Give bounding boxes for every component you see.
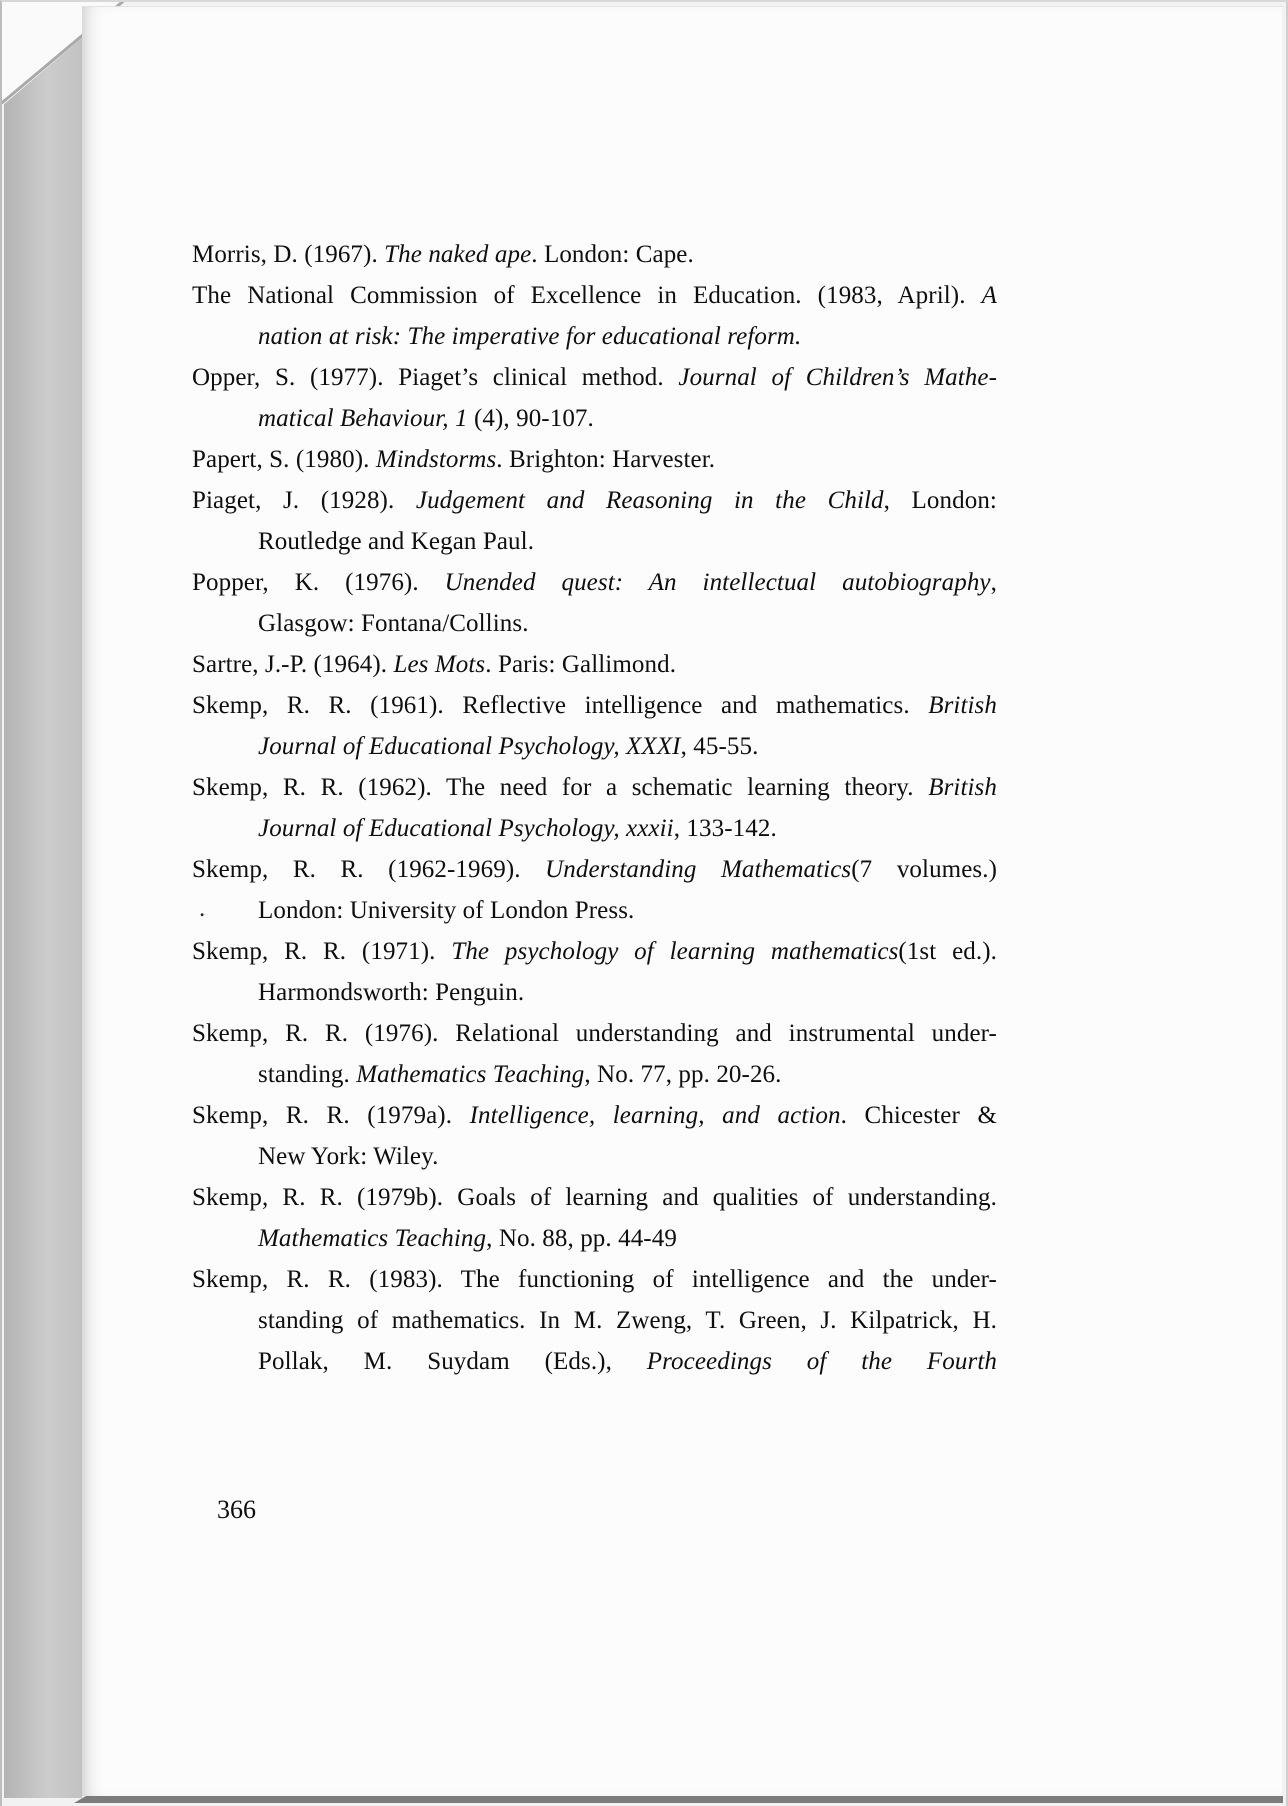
reference-title-segment: Unended quest: An intellectual autobiography: [444, 569, 991, 596]
reference-text-segment: Routledge and Kegan Paul.: [258, 528, 535, 555]
reference-line: [192, 767, 997, 808]
reference-text-segment: Harmondsworth: Penguin.: [258, 979, 525, 1006]
reference-text-segment: The National Commission of Excellence in Education. (1983, April).: [192, 282, 982, 309]
reference-text-segment: , No. 88, pp. 44-49: [486, 1225, 677, 1252]
page: [82, 6, 1282, 1796]
reference-text-segment: , London:: [883, 487, 997, 514]
reference-entry: [192, 1013, 997, 1095]
reference-text-segment: , 45-55.: [680, 733, 759, 760]
reference-text-segment: Glasgow: Fontana/Collins.: [258, 610, 529, 637]
reference-entry: [192, 234, 997, 275]
reference-line: [192, 603, 997, 644]
reference-line: [192, 931, 997, 972]
reference-title-segment: Les Mots: [393, 651, 486, 678]
reference-text-segment: . Paris: Gallimond.: [485, 651, 677, 678]
reference-line: [192, 972, 997, 1013]
reference-line: [192, 234, 997, 275]
reference-text-segment: , No. 77, pp. 20-26.: [584, 1061, 782, 1088]
reference-text-segment: Skemp, R. R. (1971).: [192, 938, 452, 965]
reference-title-segment: nation at risk: The imperative for educational reform.: [258, 323, 802, 350]
reference-title-segment: matical Behaviour, 1: [258, 405, 468, 432]
reference-text-segment: Popper, K. (1976).: [192, 569, 445, 596]
reference-line: [192, 521, 997, 562]
reference-entry: [192, 767, 997, 849]
reference-text-segment: Piaget, J. (1928).: [192, 487, 416, 514]
reference-line: [192, 1177, 997, 1218]
reference-text-segment: . Chicester &: [840, 1102, 997, 1129]
reference-title-segment: Mathematics Teaching: [356, 1061, 585, 1088]
reference-line: [192, 890, 997, 931]
reference-text-segment: standing.: [258, 1061, 357, 1088]
reference-text-segment: Skemp, R. R. (1962-1969).: [192, 856, 546, 883]
reference-text-segment: Skemp, R. R. (1979a).: [192, 1102, 470, 1129]
reference-text-segment: (1st ed.).: [898, 938, 998, 965]
reference-text-segment: Skemp, R. R. (1961). Reflective intelligence and mathematics.: [192, 692, 929, 719]
reference-line: [192, 398, 997, 439]
reference-line: [192, 644, 997, 685]
reference-text-segment: Morris, D. (1967).: [192, 241, 385, 268]
reference-entry: [192, 562, 997, 644]
reference-title-segment: Mindstorms: [375, 446, 497, 473]
reference-line: [192, 1259, 997, 1300]
reference-title-segment: Understanding Mathematics: [545, 856, 852, 883]
reference-line: [192, 849, 997, 890]
reference-line: [192, 562, 997, 603]
reference-line: [192, 1300, 997, 1341]
reference-line: [192, 1218, 997, 1259]
reference-line: [192, 1013, 997, 1054]
references-list: [192, 234, 997, 1382]
page-bottom-edge-shadow: [60, 1796, 1283, 1803]
reference-line: [192, 1136, 997, 1177]
reference-line: [192, 275, 997, 316]
reference-entry: [192, 1177, 997, 1259]
reference-text-segment: (7 volumes.): [851, 856, 998, 883]
reference-title-segment: Journal of Children’s Mathe-: [678, 364, 997, 391]
reference-line: [192, 1054, 997, 1095]
reference-text-segment: New York: Wiley.: [258, 1143, 439, 1170]
reference-text-segment: Pollak, M. Suydam (Eds.),: [258, 1348, 647, 1375]
page-number: 366: [217, 1495, 256, 1524]
reference-line: [192, 1095, 997, 1136]
reference-line: [192, 808, 997, 849]
reference-text-segment: Skemp, R. R. (1979b). Goals of learning and qualities of understanding.: [192, 1184, 997, 1211]
reference-text-segment: Sartre, J.-P. (1964).: [192, 651, 394, 678]
book-page-edge-stack: [4, 4, 82, 1798]
reference-entry: [192, 357, 997, 439]
reference-line: [192, 480, 997, 521]
reference-text-segment: ,: [990, 569, 997, 596]
reference-title-segment: Journal of Educational Psychology, XXXI: [258, 733, 681, 760]
reference-title-segment: British: [928, 692, 997, 719]
reference-title-segment: Mathematics Teaching: [258, 1225, 487, 1252]
reference-line: [192, 439, 997, 480]
reference-text-segment: Papert, S. (1980).: [192, 446, 376, 473]
reference-line: [192, 685, 997, 726]
reference-entry: [192, 644, 997, 685]
reference-title-segment: Intelligence, learning, and action: [469, 1102, 841, 1129]
reference-text-segment: standing of mathematics. In M. Zweng, T. Green, J. Kilpatrick, H.: [258, 1307, 997, 1334]
reference-title-segment: The naked ape: [384, 241, 532, 268]
reference-entry: [192, 931, 997, 1013]
reference-title-segment: Proceedings of the Fourth: [646, 1348, 997, 1375]
reference-text-segment: Skemp, R. R. (1976). Relational understanding and instrumental under-: [192, 1020, 997, 1047]
reference-title-segment: British: [928, 774, 997, 801]
reference-line: [192, 357, 997, 398]
reference-text-segment: . Brighton: Harvester.: [496, 446, 716, 473]
reference-text-segment: , 133-142.: [673, 815, 777, 842]
reference-text-segment: Skemp, R. R. (1983). The functioning of intelligence and the under-: [192, 1266, 997, 1293]
reference-text-segment: . London: Cape.: [531, 241, 694, 268]
reference-text-segment: (4), 90-107.: [467, 405, 594, 432]
reference-entry: [192, 1095, 997, 1177]
reference-entry: [192, 849, 997, 931]
reference-entry: [192, 685, 997, 767]
reference-title-segment: Judgement and Reasoning in the Child: [415, 487, 884, 514]
reference-title-segment: The psychology of learning mathematics: [451, 938, 899, 965]
scan-artifact-dot: .: [199, 895, 206, 922]
reference-line: [192, 726, 997, 767]
reference-entry: [192, 275, 997, 357]
reference-line: [192, 316, 997, 357]
reference-title-segment: A: [981, 282, 997, 309]
reference-title-segment: Journal of Educational Psychology, xxxii: [258, 815, 674, 842]
reference-entry: [192, 439, 997, 480]
reference-entry: [192, 1259, 997, 1382]
reference-text-segment: London: University of London Press.: [258, 897, 635, 924]
reference-line: [192, 1341, 997, 1382]
reference-entry: [192, 480, 997, 562]
reference-text-segment: Skemp, R. R. (1962). The need for a schematic learning theory.: [192, 774, 929, 801]
reference-text-segment: Opper, S. (1977). Piaget’s clinical method.: [192, 364, 679, 391]
